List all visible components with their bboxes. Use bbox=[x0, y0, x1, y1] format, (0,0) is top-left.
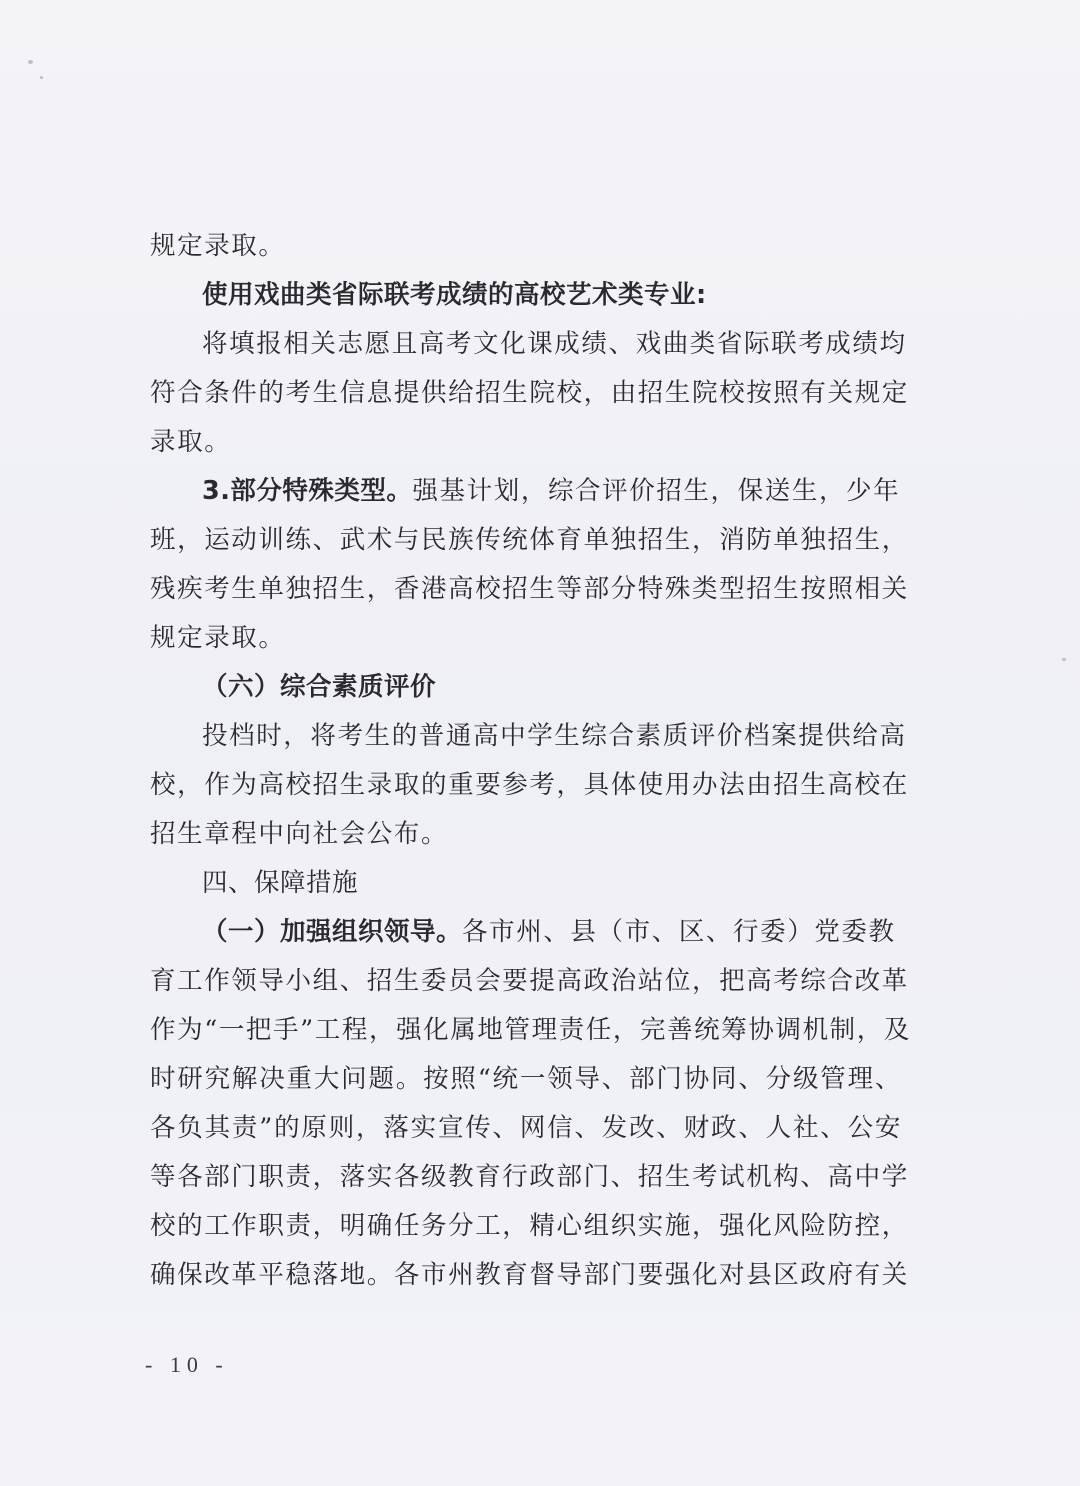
text-line bbox=[150, 957, 909, 1006]
text-line bbox=[150, 761, 909, 810]
text-line-content: 各负其责”的原则，落实宣传、网信、发改、财政、人社、公安 bbox=[150, 1113, 902, 1143]
text-line-content: 将填报相关志愿且高考文化课成绩、戏曲类省际联考成绩均 bbox=[202, 329, 907, 359]
section-heading-comprehensive-evaluation bbox=[150, 663, 902, 712]
text-line bbox=[150, 1251, 909, 1300]
scan-speck bbox=[1062, 658, 1066, 661]
text-line-content: 录取。 bbox=[150, 427, 232, 457]
text-line-content: 强基计划，综合评价招生，保送生，少年 bbox=[412, 476, 901, 506]
text-line-content: 残疾考生单独招生，香港高校招生等部分特殊类型招生按照相关 bbox=[150, 574, 909, 604]
text-line bbox=[150, 369, 909, 418]
text-line-content: 招生章程中向社会公布。 bbox=[150, 819, 449, 849]
text-line bbox=[150, 516, 909, 565]
text-line-content: 各市州、县（市、区、行委）党委教 bbox=[462, 917, 896, 947]
text-line bbox=[150, 418, 902, 467]
text-line bbox=[150, 1055, 902, 1104]
text-line-content: 作为“一把手”工程，强化属地管理责任，完善统筹协调机制，及 bbox=[150, 1015, 911, 1045]
scan-speck bbox=[28, 60, 33, 64]
paragraph-continuation bbox=[150, 222, 902, 271]
page-number: - 10 - bbox=[145, 1352, 229, 1377]
text-line bbox=[150, 712, 907, 761]
text-line bbox=[150, 1104, 902, 1153]
text-line: 规定录取。 bbox=[150, 231, 286, 261]
text-line bbox=[150, 810, 902, 859]
bold-lead-special-types: 3.部分特殊类型。 bbox=[202, 476, 413, 506]
text-line-content: 校，作为高校招生录取的重要参考，具体使用办法由招生高校在 bbox=[150, 770, 909, 800]
text-line bbox=[150, 467, 902, 516]
text-line-content: 时研究解决重大问题。按照“统一领导、部门协同、分级管理、 bbox=[150, 1064, 902, 1094]
text-line bbox=[150, 320, 907, 369]
text-line bbox=[150, 1006, 911, 1055]
text-line bbox=[150, 1202, 909, 1251]
text-line bbox=[150, 565, 909, 614]
scan-speck bbox=[40, 76, 43, 79]
text-line-content: 班，运动训练、武术与民族传统体育单独招生，消防单独招生， bbox=[150, 525, 909, 555]
text-line-content: 校的工作职责，明确任务分工，精心组织实施，强化风险防控， bbox=[150, 1211, 909, 1241]
section-heading-text: （六）综合素质评价 bbox=[202, 672, 437, 702]
subheading-text: 使用戏曲类省际联考成绩的高校艺术类专业: bbox=[202, 280, 707, 310]
subheading-opera-art-majors bbox=[150, 271, 902, 320]
text-line bbox=[150, 908, 902, 957]
text-line-content: 投档时，将考生的普通高中学生综合素质评价档案提供给高 bbox=[202, 721, 907, 751]
text-line-content: 符合条件的考生信息提供给招生院校，由招生院校按照有关规定 bbox=[150, 378, 909, 408]
bold-lead-organization: （一）加强组织领导。 bbox=[202, 917, 463, 947]
chapter-heading-text: 四、保障措施 bbox=[202, 868, 359, 898]
text-line-content: 确保改革平稳落地。各市州教育督导部门要强化对县区政府有关 bbox=[150, 1260, 909, 1290]
text-line-content: 等各部门职责，落实各级教育行政部门、招生考试机构、高中学 bbox=[150, 1162, 909, 1192]
text-line-content: 育工作领导小组、招生委员会要提高政治站位，把高考综合改革 bbox=[150, 966, 909, 996]
text-line bbox=[150, 614, 902, 663]
text-line-content: 规定录取。 bbox=[150, 623, 286, 653]
document-body bbox=[150, 222, 911, 1300]
chapter-heading-safeguards bbox=[150, 859, 902, 908]
text-line bbox=[150, 1153, 909, 1202]
